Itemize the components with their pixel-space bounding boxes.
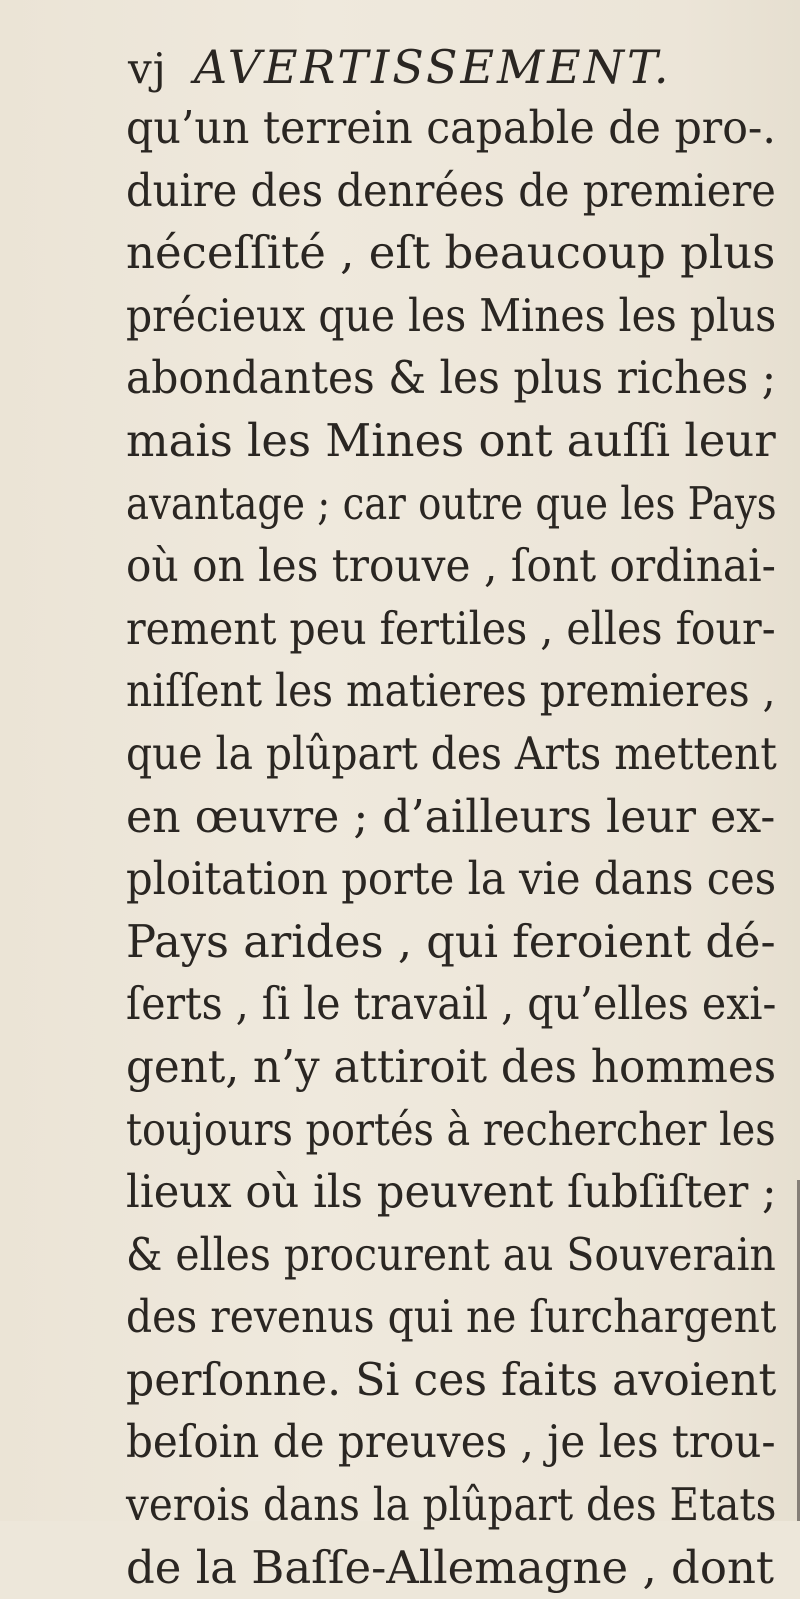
page-header — [128, 40, 768, 98]
running-title: AVERTISSEMENT. — [193, 40, 672, 94]
text-line: rement peu fertiles , elles four- — [126, 601, 776, 655]
text-line: des revenus qui ne ſurchargent — [126, 1290, 777, 1344]
body-text — [126, 97, 776, 1599]
text-line: perſonne. Si ces faits avoient — [126, 1352, 777, 1406]
text-line: beſoin de preuves , je les trou- — [126, 1415, 776, 1469]
text-line: gent, n’y attiroit des hommes — [126, 1039, 777, 1093]
page-number: vj — [128, 44, 167, 93]
text-line: avantage ; car outre que les Pays — [126, 476, 777, 530]
text-line: que la plûpart des Arts mettent — [126, 726, 777, 780]
text-line: verois dans la plûpart des Etats — [126, 1478, 777, 1532]
text-line: Pays arides , qui feroient dé- — [126, 914, 776, 968]
text-line: de la Baſſe-Allemagne , dont — [126, 1540, 775, 1594]
text-line: toujours portés à rechercher les — [126, 1102, 776, 1156]
text-line: niſſent les matieres premieres , — [126, 664, 776, 718]
text-line: qu’un terrein capable de pro-. — [126, 101, 776, 154]
text-line: abondantes & les plus riches ; — [126, 351, 777, 405]
text-line: & elles procurent au Souverain — [126, 1227, 776, 1281]
text-line: duire des denrées de premiere — [126, 163, 776, 217]
text-line: mais les Mines ont auſſi leur — [126, 413, 776, 467]
text-line: en œuvre ; d’ailleurs leur ex- — [126, 789, 776, 843]
text-line: précieux que les Mines les plus — [126, 288, 777, 342]
text-line: où on les trouve , ſont ordinai- — [126, 539, 776, 593]
text-line: ploitation porte la vie dans ces — [126, 852, 777, 906]
text-line: ſerts , ſi le travail , qu’elles exi- — [126, 977, 777, 1031]
text-line: néceſſité , eſt beaucoup plus — [126, 226, 776, 280]
text-line: lieux où ils peuvent ſubſiſter ; — [126, 1165, 777, 1219]
